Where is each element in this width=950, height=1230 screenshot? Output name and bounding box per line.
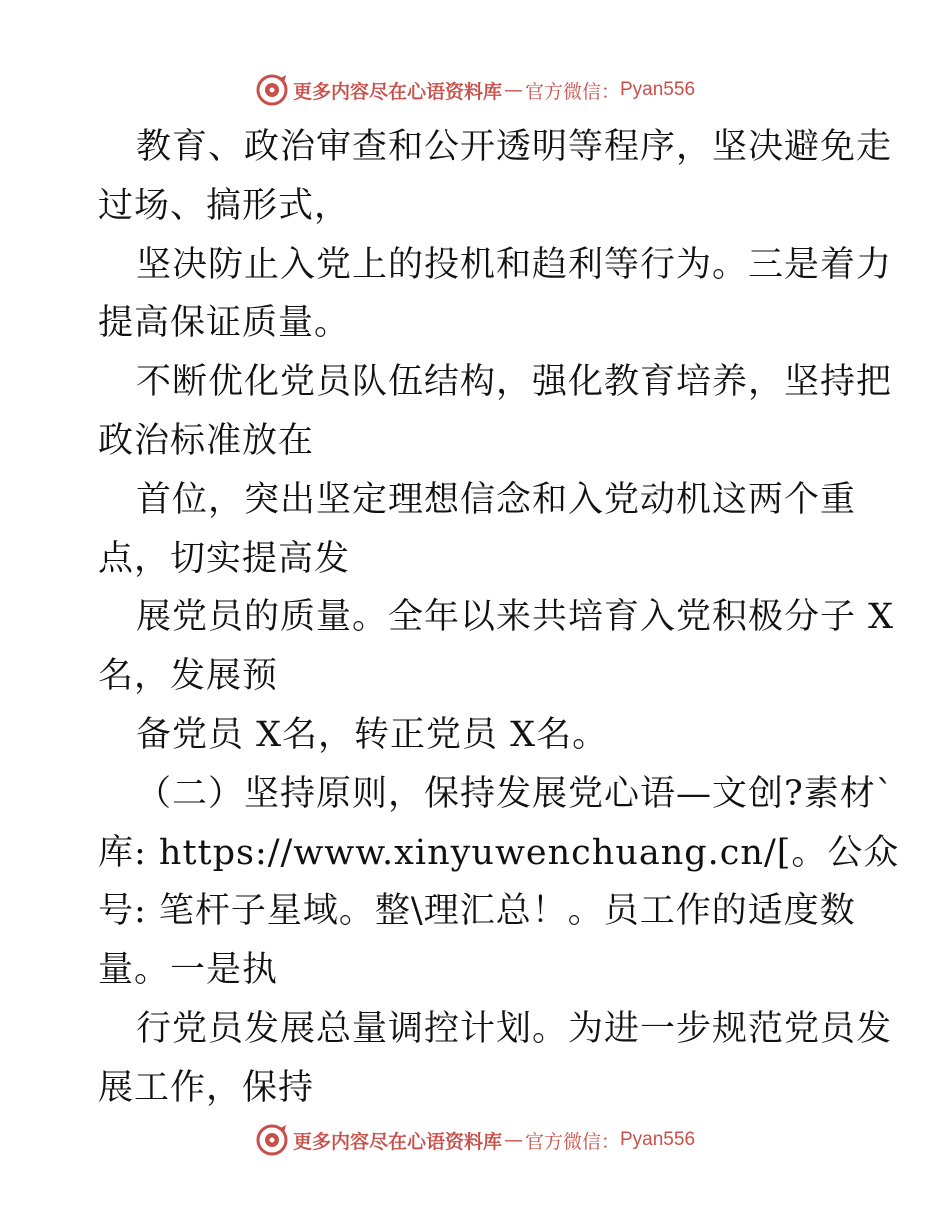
banner-dash: — [503, 1129, 523, 1151]
banner-dash: — [503, 79, 523, 101]
document-line: 展工作，保持 [98, 1067, 315, 1108]
banner-brand-text: 更多内容尽在心语资料库 [292, 80, 502, 103]
document-line: 提高保证质量。 [98, 303, 351, 344]
banner-wechat-label: 官方微信： [524, 1130, 620, 1153]
document-line: 教育、政治审查和公开透明等程序，坚决避免走 [136, 127, 893, 167]
pen-nib-logo-icon [255, 1123, 289, 1157]
document-line: 点，切实提高发 [98, 538, 351, 579]
document-line: 行党员发展总量调控计划。为进一步规范党员发 [136, 1008, 893, 1049]
banner-wechat-label: 官方微信： [524, 80, 620, 103]
pen-nib-logo-icon [255, 73, 289, 107]
document-line: 备党员 X名，转正党员 X名。 [136, 714, 609, 755]
document-line: 政治标准放在 [98, 420, 315, 461]
document-body [98, 118, 900, 1118]
document-line: 量。一是执 [98, 950, 279, 991]
document-line: （二）坚持原则，保持发展党心语—文创?素材` [136, 773, 895, 814]
banner-brand-text: 更多内容尽在心语资料库 [292, 1130, 502, 1153]
document-line: 展党员的质量。全年以来共培育入党积极分子 X [136, 597, 895, 638]
document-line: 号: 笔杆子星域。整\理汇总！。员工作的适度数 [98, 891, 856, 932]
document-line: 库: https://www.xinyuwenchuang.cn/[。公众 [98, 832, 900, 873]
document-line: 首位，突出坚定理想信念和入党动机这两个重 [136, 479, 857, 520]
document-line: 过场、搞形式， [98, 185, 351, 226]
document-line: 坚决防止入党上的投机和趋利等行为。三是着力 [136, 244, 893, 285]
footer-banner [0, 1120, 950, 1160]
banner-wechat-id: Pyan556 [620, 1129, 696, 1150]
banner-wechat-id: Pyan556 [620, 79, 696, 100]
header-banner [0, 70, 950, 110]
document-line: 名，发展预 [98, 656, 279, 697]
document-line: 不断优化党员队伍结构，强化教育培养，坚持把 [136, 362, 893, 403]
